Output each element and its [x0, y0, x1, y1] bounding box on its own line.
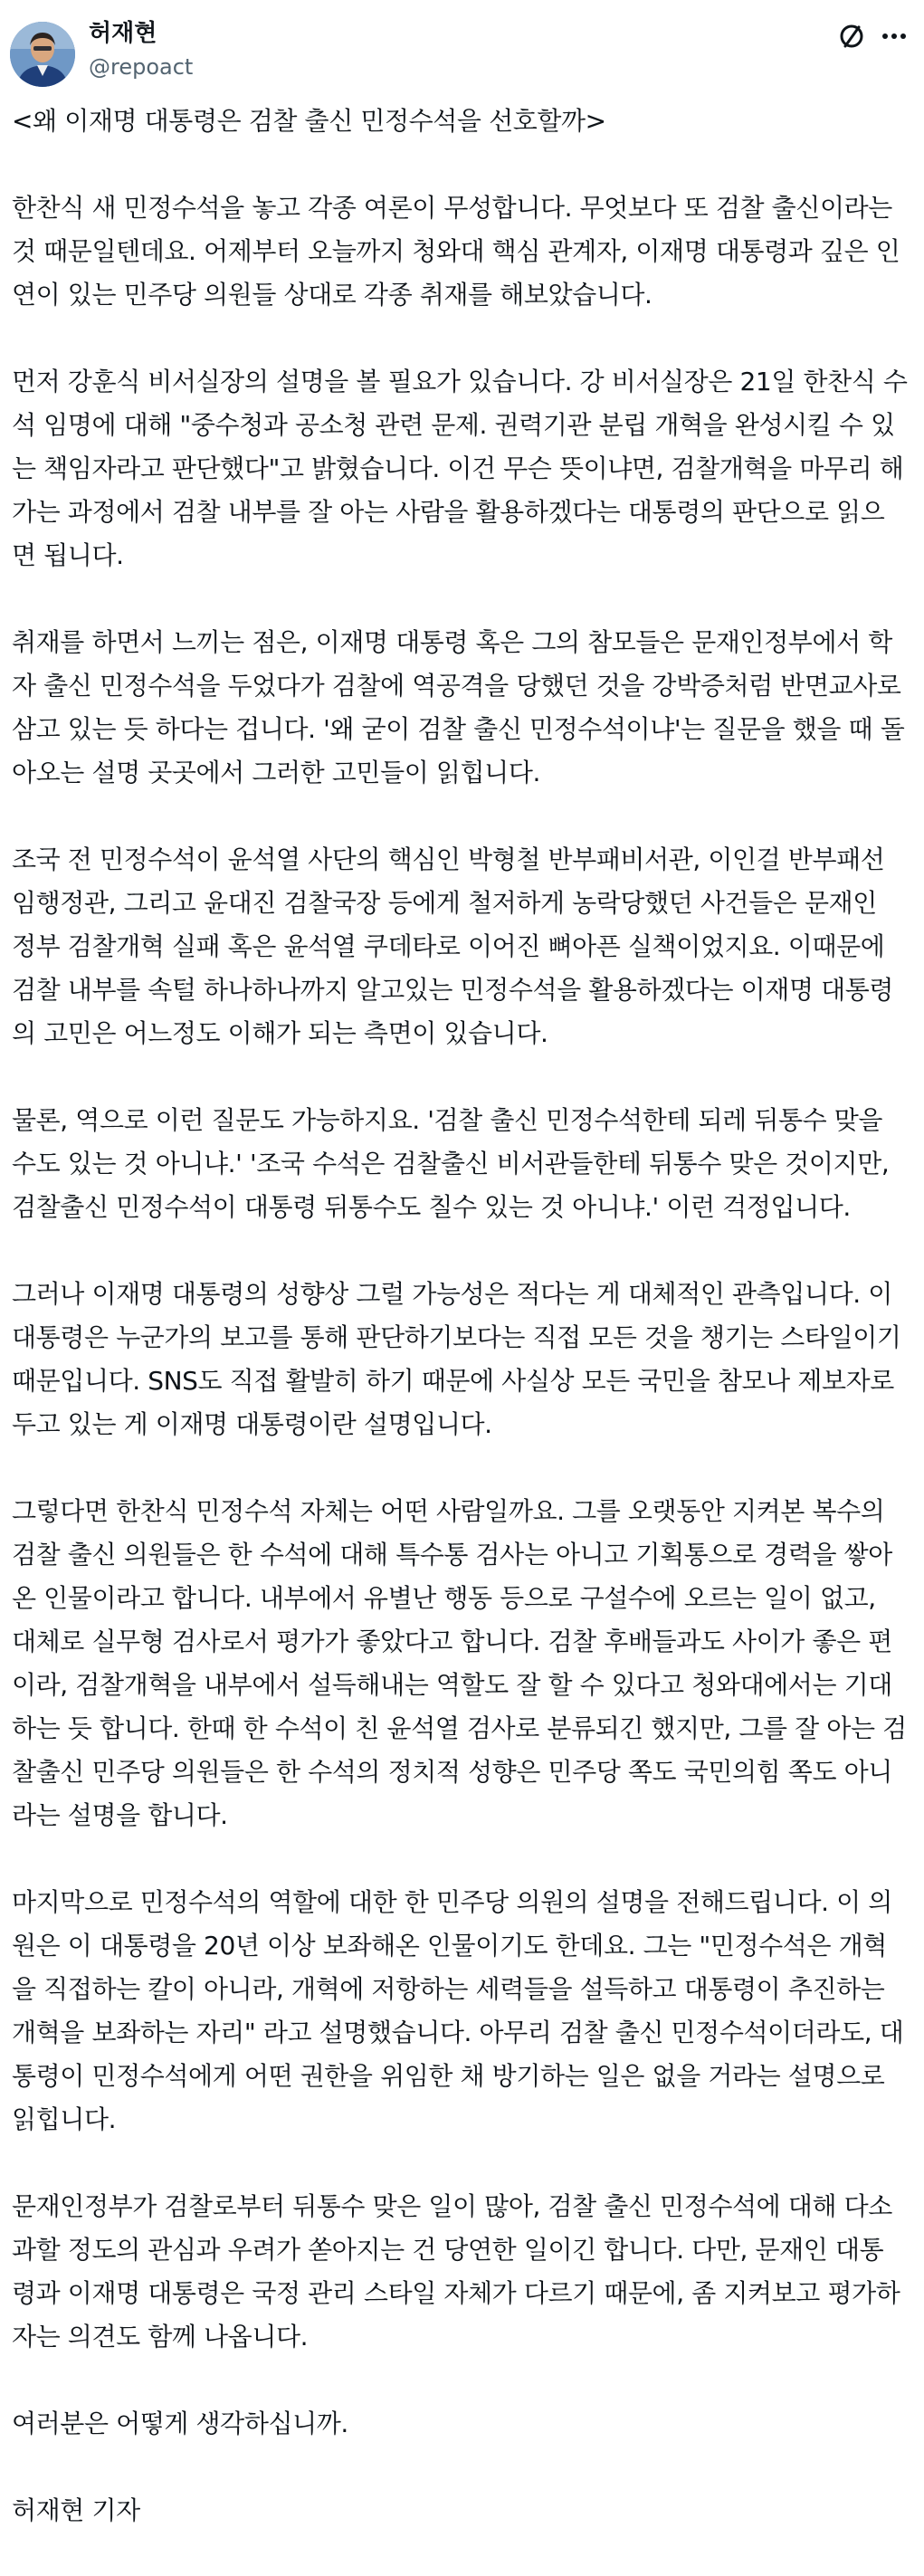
post-text-line: 의 고민은 어느정도 이해가 되는 측면이 있습니다. — [12, 1018, 548, 1048]
post-paragraph — [12, 1881, 913, 2142]
post-text-line: 먼저 강훈식 비서실장의 설명을 볼 필요가 있습니다. 강 비서실장은 21일 한찬식 수 — [12, 367, 908, 396]
post-text-line: 허재현 기자 — [12, 2495, 140, 2525]
post-text-line: 가는 과정에서 검찰 내부를 잘 아는 사람을 활용하겠다는 대통령의 판단으로 읽으 — [12, 497, 885, 527]
post-paragraph — [12, 100, 913, 143]
avatar-image — [10, 22, 75, 87]
no-entry-icon[interactable] — [834, 18, 870, 54]
post-text-line: 연이 있는 민주당 의원들 상대로 각종 취재를 해보았습니다. — [12, 280, 653, 310]
post-text-line: 자 출신 민정수석을 두었다가 검찰에 역공격을 당했던 것을 강박증처럼 반면교사로 — [12, 671, 901, 701]
post-text-line: 때문입니다. SNS도 직접 활발히 하기 때문에 사실상 모든 국민을 참모나 제보자로 — [12, 1366, 894, 1396]
post-text-line: <왜 이재명 대통령은 검찰 출신 민정수석을 선호할까> — [12, 106, 606, 136]
post-text-line: 찰출신 민주당 의원들은 한 수석의 정치적 성향은 민주당 쪽도 국민의힘 쪽도 아니 — [12, 1757, 892, 1787]
post-header — [0, 0, 924, 91]
post-paragraph — [12, 621, 913, 795]
more-icon[interactable] — [874, 18, 914, 54]
post-text-line: 삼고 있는 듯 하다는 겁니다. '왜 굳이 검찰 출신 민정수석이냐'는 질문을 했을 때 돌 — [12, 714, 905, 744]
post-text-line: 한찬식 새 민정수석을 놓고 각종 여론이 무성합니다. 무엇보다 또 검찰 출신이라는 — [12, 193, 892, 223]
post-body — [12, 100, 913, 2576]
post-text-line: 취재를 하면서 느끼는 점은, 이재명 대통령 혹은 그의 참모들은 문재인정부에서 학 — [12, 627, 892, 657]
post-text-line: 그렇다면 한찬식 민정수석 자체는 어떤 사람일까요. 그를 오랫동안 지켜본 복수의 — [12, 1496, 885, 1526]
post-paragraph — [12, 2402, 913, 2446]
post-text-line: 두고 있는 게 이재명 대통령이란 설명입니다. — [12, 1409, 492, 1439]
post-text-line: 그러나 이재명 대통령의 성향상 그럴 가능성은 적다는 게 대체적인 관측입니다. 이 — [12, 1279, 892, 1309]
post-paragraph — [12, 1099, 913, 1229]
post-text-line: 이라, 검찰개혁을 내부에서 설득해내는 역할도 잘 할 수 있다고 청와대에서는 기대 — [12, 1670, 892, 1700]
post-text-line: 물론, 역으로 이런 질문도 가능하지요. '검찰 출신 민정수석한테 되레 뒤통수 맞을 — [12, 1105, 883, 1135]
post-text-line: 통령이 민정수석에게 어떤 권한을 위임한 채 방기하는 일은 없을 거라는 설명으로 — [12, 2061, 885, 2091]
post-text-line: 읽힙니다. — [12, 2104, 117, 2134]
post-text-line: 는 책임자라고 판단했다"고 밝혔습니다. 이건 무슨 뜻이냐면, 검찰개혁을 마무리 해 — [12, 453, 904, 483]
post-paragraph — [12, 1273, 913, 1446]
post-text-line: 을 직접하는 칼이 아니라, 개혁에 저항하는 세력들을 설득하고 대통령이 추진하는 — [12, 1974, 885, 2004]
post-text-line: 임행정관, 그리고 윤대진 검찰국장 등에게 철저하게 농락당했던 사건들은 문재인 — [12, 888, 877, 918]
post-text-line: 마지막으로 민정수석의 역할에 대한 한 민주당 의원의 설명을 전해드립니다. 이 의 — [12, 1887, 892, 1917]
post-text-line: 대체로 실무형 검사로서 평가가 좋았다고 합니다. 검찰 후배들과도 사이가 좋은 편 — [12, 1627, 892, 1656]
post-paragraph — [12, 1490, 913, 1837]
post-text-line: 정부 검찰개혁 실패 혹은 윤석열 쿠데타로 이어진 뼈아픈 실책이었지요. 이때문에 — [12, 931, 885, 961]
post-paragraph — [12, 838, 913, 1055]
post-text-line: 대통령은 누군가의 보고를 통해 판단하기보다는 직접 모든 것을 챙기는 스타일이기 — [12, 1322, 901, 1352]
post-text-line: 하는 듯 합니다. 한때 한 수석이 친 윤석열 검사로 분류되긴 했지만, 그를 잘 아는 검 — [12, 1713, 907, 1743]
author-name[interactable]: 허재현 — [89, 20, 157, 47]
post-text-line: 라는 설명을 합니다. — [12, 1800, 228, 1830]
post-text-line: 자는 의견도 함께 나옵니다. — [12, 2322, 309, 2352]
post-paragraph — [12, 2489, 913, 2533]
post-text-line: 령과 이재명 대통령은 국정 관리 스타일 자체가 다르기 때문에, 좀 지켜보고 평가하 — [12, 2278, 900, 2308]
post-text-line: 수도 있는 것 아니냐.' '조국 수석은 검찰출신 비서관들한테 뒤통수 맞은 것이지만, — [12, 1149, 890, 1178]
post-text-line: 개혁을 보좌하는 자리" 라고 설명했습니다. 아무리 검찰 출신 민정수석이더라도, 대 — [12, 2018, 904, 2047]
post-text-line: 면 됩니다. — [12, 540, 124, 570]
post-text-line: 문재인정부가 검찰로부터 뒤통수 맞은 일이 많아, 검찰 출신 민정수석에 대해 다소 — [12, 2191, 892, 2221]
post-text-line: 것 때문일텐데요. 어제부터 오늘까지 청와대 핵심 관계자, 이재명 대통령과 깊은 인 — [12, 236, 900, 266]
post-text-line: 과할 정도의 관심과 우려가 쏟아지는 건 당연한 일이긴 합니다. 다만, 문재인 대통 — [12, 2235, 884, 2265]
post-text-line: 조국 전 민정수석이 윤석열 사단의 핵심인 박형철 반부패비서관, 이인걸 반부패선 — [12, 844, 885, 874]
post-text-line: 여러분은 어떻게 생각하십니까. — [12, 2409, 348, 2438]
post-paragraph — [12, 360, 913, 577]
post-text-line: 아오는 설명 곳곳에서 그러한 고민들이 읽힙니다. — [12, 758, 540, 787]
post-text-line: 온 인물이라고 합니다. 내부에서 유별난 행동 등으로 구설수에 오르는 일이 없고, — [12, 1583, 876, 1613]
post-text-line: 석 임명에 대해 "중수청과 공소청 관련 문제. 권력기관 분립 개혁을 완성시킬 수 있 — [12, 410, 895, 440]
post-paragraph — [12, 2185, 913, 2359]
post-text-line: 검찰 출신 의원들은 한 수석에 대해 특수통 검사는 아니고 기획통으로 경력을 쌓아 — [12, 1540, 892, 1569]
avatar[interactable] — [10, 22, 75, 87]
author-handle[interactable]: @repoact — [89, 54, 194, 80]
post-text-line: 검찰 내부를 속털 하나하나까지 알고있는 민정수석을 활용하겠다는 이재명 대통령 — [12, 975, 894, 1005]
post-text-line: 검찰출신 민정수석이 대통령 뒤통수도 칠수 있는 것 아니냐.' 이런 걱정입니다. — [12, 1192, 851, 1222]
post-text-line: 원은 이 대통령을 20년 이상 보좌해온 인물이기도 한데요. 그는 "민정수석은 개혁 — [12, 1931, 887, 1961]
post-paragraph — [12, 186, 913, 317]
